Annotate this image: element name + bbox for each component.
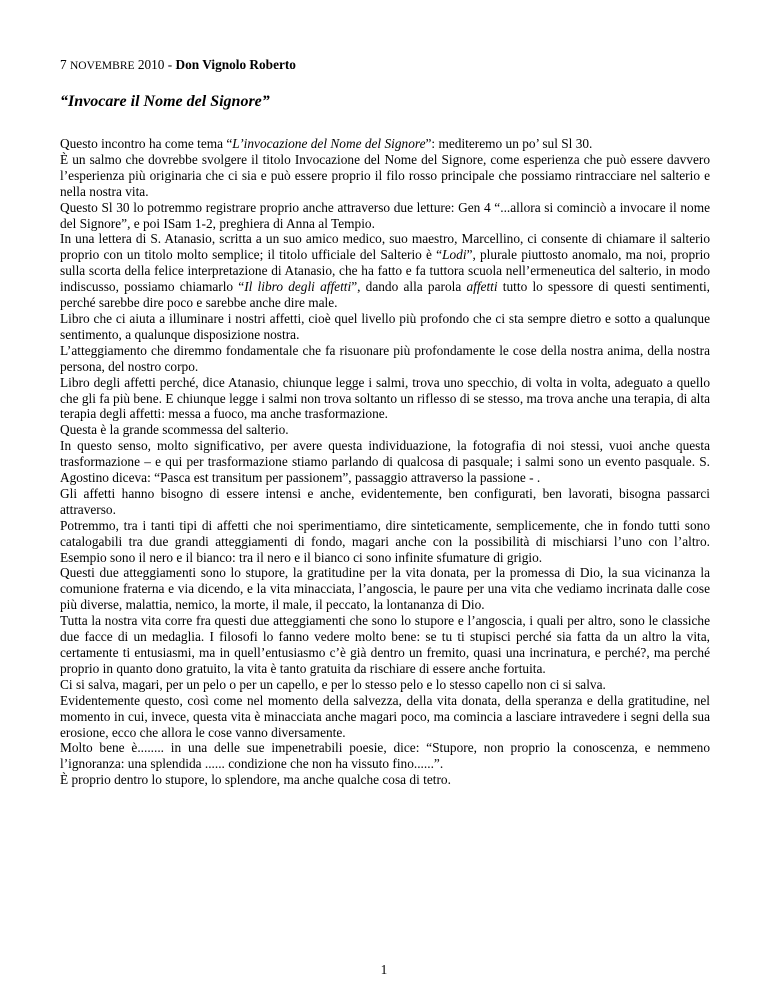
- paragraph-4-text-a: In una lettera di S. Atanasio, scritta a un suo amico medico, suo maestro, Marcellino, ci consente di chiamare il salterio proprio con un titolo molto semplice; il titolo ufficiale del Salterio è “: [60, 231, 710, 263]
- document-title: “Invocare il Nome del Signore”: [60, 93, 270, 110]
- paragraph-17: È proprio dentro lo stupore, lo splendore, ma anche qualche cosa di tetro.: [60, 772, 451, 788]
- page-number: 1: [380, 962, 388, 977]
- paragraph-9: In questo senso, molto significativo, per avere questa individuazione, la fotografia di noi stessi, vuoi anche questa trasformazione – e qui per trasformazione stiamo parlando di qualcosa di pasquale; i salmi sono un evento pasquale. S. Agostino diceva: “Pasca est transitum per passionem”, passaggio attraverso la passione - .: [60, 438, 710, 486]
- paragraph-1-italic: L’invocazione del Nome del Signore: [232, 136, 426, 151]
- paragraph-4-italic-affetti: affetti: [466, 279, 498, 295]
- paragraph-6: L’atteggiamento che diremmo fondamentale che fa risuonare più profondamente le cose della nostra anima, della nostra persona, del nostro corpo.: [60, 342, 710, 374]
- paragraph-15: Evidentemente questo, così come nel momento della salvezza, della vita donata, della speranza e della gratitudine, nel momento in cui, invece, questa vita è minacciata anche magari poco, ma comincia a lasciare intravedere i segni della sua erosione, ecco che allora le cose vanno diversamente.: [60, 692, 710, 740]
- paragraph-1-text-c: ”: mediteremo un po’ sul Sl 30.: [425, 136, 593, 151]
- paragraph-5: Libro che ci aiuta a illuminare i nostri affetti, cioè quel livello più profondo che ci sta sempre dietro e sotto a qualunque sentimento, a qualunque disposizione nostra.: [60, 310, 710, 342]
- paragraph-10: Gli affetti hanno bisogno di essere intensi e anche, evidentemente, ben configurati, ben lavorati, bisogna passarci attraverso.: [60, 485, 710, 517]
- paragraph-3: Questo Sl 30 lo potremmo registrare proprio anche attraverso due letture: Gen 4 “...allora si cominciò a invocare il nome del Signore”, e poi ISam 1-2, preghiera di Anna al Tempio.: [60, 199, 710, 231]
- paragraph-4-italic-libro: Il libro degli affetti: [244, 279, 352, 295]
- document-body: [60, 136, 710, 788]
- document-header: [60, 57, 296, 74]
- paragraph-7: Libro degli affetti perché, dice Atanasio, chiunque legge i salmi, trova uno specchio, di volta in volta, adeguato a quello che gli fa più bene. E chiunque legge i salmi non trova soltanto un riflesso di se stesso, ma trova anche una terapia, di alta terapia degli affetti: messa a fuoco, ma anche trasformazione.: [60, 374, 710, 422]
- header-year: 2010: [137, 57, 165, 72]
- paragraph-11: Potremmo, tra i tanti tipi di affetti che noi sperimentiamo, dire sinteticamente, semplicemente, che in fondo tutti sono catalogabili tra due grandi atteggiamenti di fondo, magari anche con la possibilità di mischiarsi l’uno con l’altro. Esempio sono il nero e il bianco: tra il nero e il bianco ci sono infinite sfumature di grigio.: [60, 517, 710, 565]
- paragraph-14: Ci si salva, magari, per un pelo o per un capello, e per lo stesso pelo e lo stesso capello non ci si salva.: [60, 676, 606, 692]
- paragraph-4-italic-lodi: Lodi: [442, 247, 467, 263]
- paragraph-4-text-c: ”, plurale piuttosto anomalo, ma noi, proprio sulla scorta della felice interpretazione di Atanasio, che ha fatto e fa tuttora scuola nell’ermeneutica del salterio, in modo indiscusso, possiamo chiamarlo “: [60, 247, 710, 295]
- paragraph-4-text-g: tutto lo spessore di questi sentimenti, perché sarebbe dire poco e sarebbe anche dire male.: [60, 279, 710, 311]
- paragraph-12: Questi due atteggiamenti sono lo stupore, la gratitudine per la vita donata, per la promessa di Dio, la sua vicinanza la comunione fraterna e via dicendo, e la vita minacciata, l’angoscia, le paure per una vita che vediamo incrinata dalle cose più diverse, malattia, nemico, la morte, il male, il peccato, la lontananza di Dio.: [60, 565, 710, 613]
- header-author: Don Vignolo Roberto: [175, 57, 296, 72]
- paragraph-8: Questa è la grande scommessa del salterio.: [60, 422, 289, 438]
- paragraph-16: Molto bene è........ in una delle sue impenetrabili poesie, dice: “Stupore, non proprio la conoscenza, e nemmeno l’ignoranza: una splendida ...... condizione che non ha vissuto fino......”.: [60, 740, 710, 772]
- paragraph-4: [60, 231, 710, 311]
- header-separator: -: [167, 57, 173, 72]
- paragraph-13: Tutta la nostra vita corre fra questi due atteggiamenti che sono lo stupore e l’angoscia, i quali per altro, sono le classiche due facce di un medaglia. I filosofi lo fanno vedere molto bene: se tu ti stupisci perché sia fatta da un altro la vita, certamente ti entusiasmi, ma in quell’entusiasmo c’è già dentro un fremito, quasi una incrinatura, e perché?, ma perché proprio in quanto dono gratuito, la vita è tanto gratuita da rischiare di essere anche fortuita.: [60, 613, 710, 676]
- paragraph-1: [60, 136, 710, 152]
- header-month: NOVEMBRE: [69, 60, 135, 72]
- paragraph-4-text-e: ”, dando alla parola: [351, 279, 467, 295]
- header-day: 7: [60, 57, 67, 72]
- paragraph-1-text-a: Questo incontro ha come tema “: [60, 136, 233, 151]
- paragraph-2: È un salmo che dovrebbe svolgere il titolo Invocazione del Nome del Signore, come esperienza che può essere davvero l’esperienza più originaria che ci sia e può essere proprio il filo rosso principale che possiamo rintracciare nel salterio e nella nostra vita.: [60, 151, 710, 199]
